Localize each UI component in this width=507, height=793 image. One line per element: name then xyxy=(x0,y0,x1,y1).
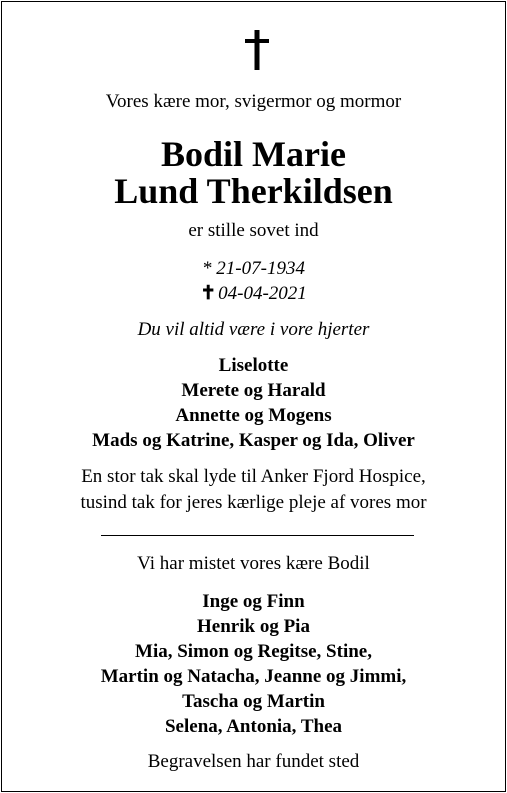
divider-line xyxy=(101,535,414,536)
friends-name-line: Mia, Simon og Regitse, Stine, xyxy=(135,641,372,662)
thanks-line: tusind tak for jeres kærlige pleje af vores mor xyxy=(80,492,427,513)
death-date: 04-04-2021 xyxy=(218,283,307,304)
friends-name-line: Selena, Antonia, Thea xyxy=(164,716,343,737)
deceased-name-line1: Bodil Marie xyxy=(161,134,346,174)
loss-text: Vi har mistet vores kære Bodil xyxy=(137,553,370,574)
friends-name-line: Henrik og Pia xyxy=(197,616,310,637)
family-name-line: Mads og Katrine, Kasper og Ida, Oliver xyxy=(92,430,415,451)
burial-notice: Begravelsen har fundet sted xyxy=(147,751,360,772)
intro-text: Vores kære mor, svigermor og mormor xyxy=(105,91,402,112)
death-date-line xyxy=(0,284,507,303)
cross-icon xyxy=(243,30,271,70)
dagger-icon: ✝ xyxy=(200,283,217,304)
birth-date: * 21-07-1934 xyxy=(202,258,305,279)
family-name-line: Merete og Harald xyxy=(181,380,326,401)
family-name-line: Liselotte xyxy=(218,355,289,376)
friends-name-line: Inge og Finn xyxy=(202,591,305,612)
passed-away-text: er stille sovet ind xyxy=(188,220,319,241)
friends-name-line: Martin og Natacha, Jeanne og Jimmi, xyxy=(100,666,407,687)
deceased-name-line2: Lund Therkildsen xyxy=(114,171,393,211)
thanks-line: En stor tak skal lyde til Anker Fjord Hospice, xyxy=(81,466,426,487)
family-name-line: Annette og Mogens xyxy=(175,405,332,426)
memorial-quote: Du vil altid være i vore hjerter xyxy=(137,319,370,340)
friends-name-line: Tascha og Martin xyxy=(182,691,325,712)
